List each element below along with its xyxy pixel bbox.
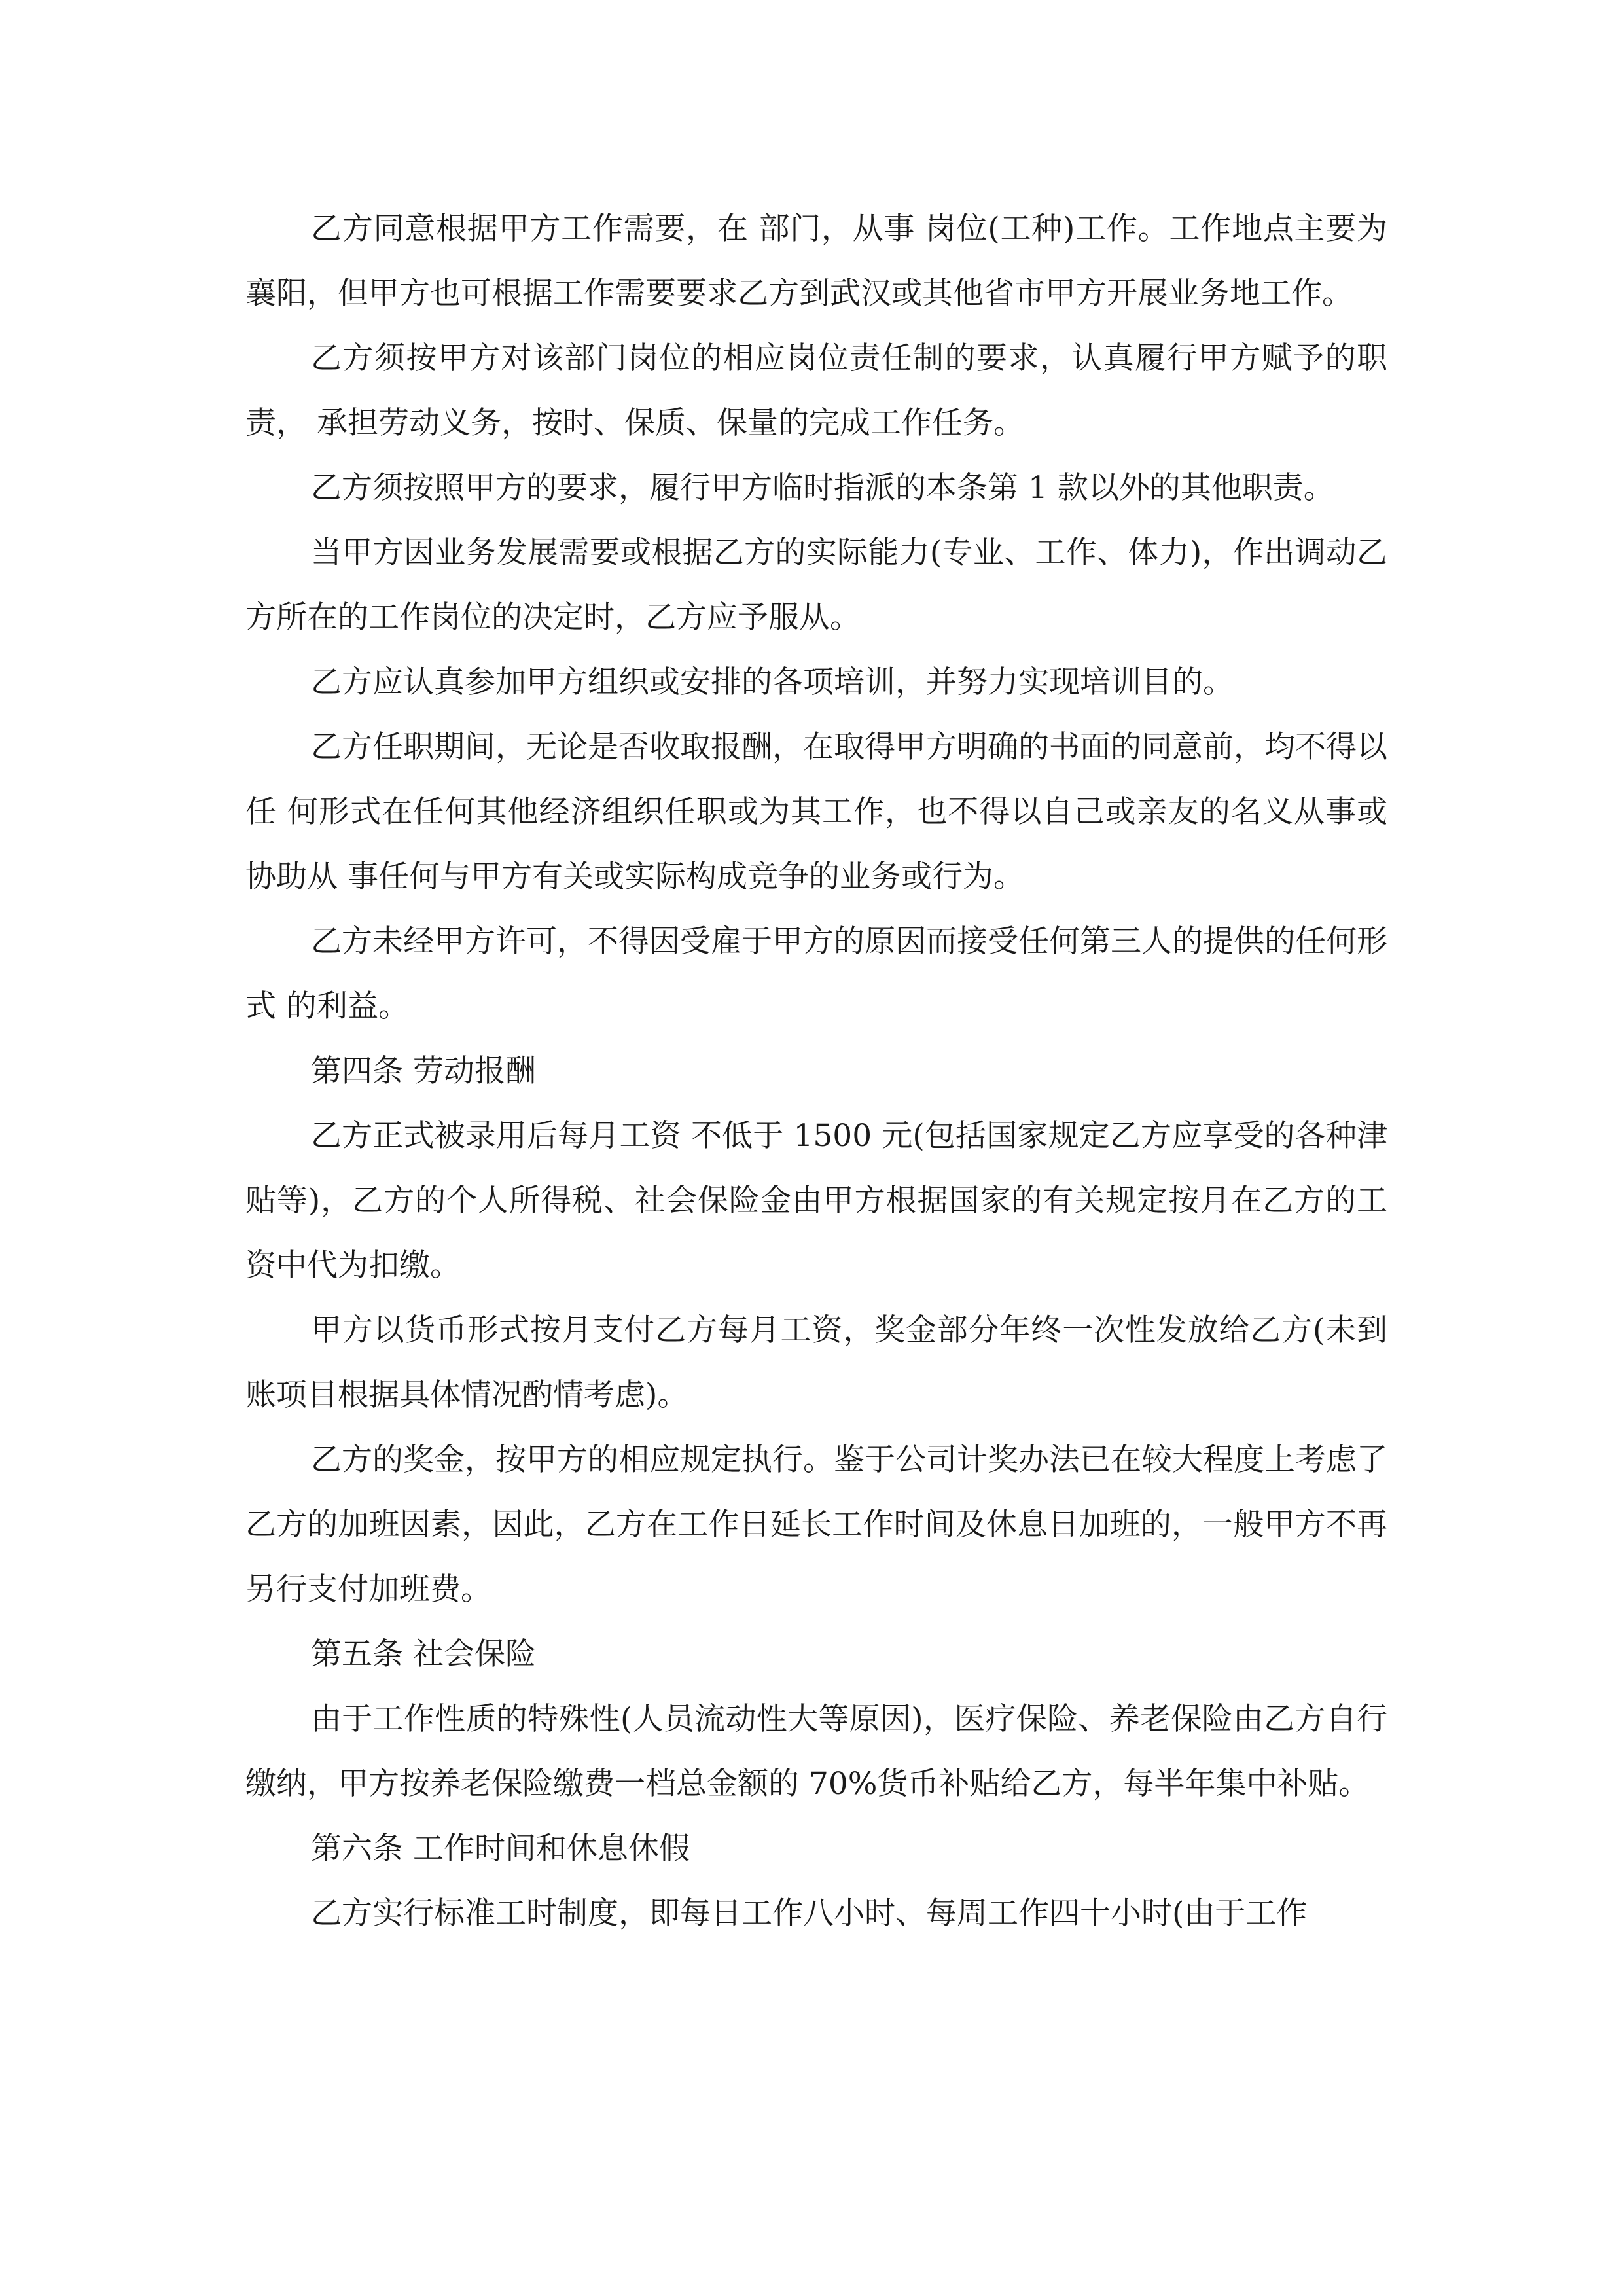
document-body xyxy=(245,196,1387,1946)
paragraph-temporary-duties: 乙方须按照甲方的要求，履行甲方临时指派的本条第 1 款以外的其他职责。 xyxy=(311,470,1334,506)
article-5-heading: 第五条 社会保险 xyxy=(311,1636,536,1672)
paragraph-third-party-benefits: 乙方未经甲方许可，不得因受雇于甲方的原因而接受任何第三人的提供的任何形式 的利益。 xyxy=(245,924,1387,1024)
paragraph-job-duties: 乙方须按甲方对该部门岗位的相应岗位责任制的要求，认真履行甲方赋予的职责， 承担劳动义务，按时、保质、保量的完成工作任务。 xyxy=(245,340,1387,441)
paragraph-job-assignment: 乙方同意根据甲方工作需要，在 部门，从事 岗位(工种)工作。工作地点主要为襄阳，但甲方也可根据工作需要要求乙方到武汉或其他省市甲方开展业务地工作。 xyxy=(245,211,1387,312)
paragraph-payment-method: 甲方以货币形式按月支付乙方每月工资，奖金部分年终一次性发放给乙方(未到账项目根据具体情况酌情考虑)。 xyxy=(245,1312,1387,1413)
paragraph-monthly-salary: 乙方正式被录用后每月工资 不低于 1500 元(包括国家规定乙方应享受的各种津贴等)，乙方的个人所得税、社会保险金由甲方根据国家的有关规定按月在乙方的工资中代为扣缴。 xyxy=(245,1118,1387,1283)
paragraph-bonus: 乙方的奖金，按甲方的相应规定执行。鉴于公司计奖办法已在较大程度上考虑了 乙方的加班因素，因此，乙方在工作日延长工作时间及休息日加班的，一般甲方不再另行支付加班费。 xyxy=(245,1442,1387,1607)
paragraph-job-transfer: 当甲方因业务发展需要或根据乙方的实际能力(专业、工作、体力)，作出调动乙 方所在的工作岗位的决定时，乙方应予服从。 xyxy=(245,535,1387,636)
article-6-heading: 第六条 工作时间和休息休假 xyxy=(311,1831,690,1867)
paragraph-training: 乙方应认真参加甲方组织或安排的各项培训，并努力实现培训目的。 xyxy=(311,664,1234,700)
paragraph-working-hours: 乙方实行标准工时制度，即每日工作八小时、每周工作四十小时(由于工作 xyxy=(311,1895,1308,1931)
article-4-heading: 第四条 劳动报酬 xyxy=(311,1053,536,1089)
paragraph-social-insurance: 由于工作性质的特殊性(人员流动性大等原因)，医疗保险、养老保险由乙方自行缴纳，甲方按养老保险缴费一档总金额的 70%货币补贴给乙方，每半年集中补贴。 xyxy=(245,1701,1387,1802)
paragraph-non-compete: 乙方任职期间，无论是否收取报酬，在取得甲方明确的书面的同意前，均不得以任 何形式在任何其他经济组织任职或为其工作，也不得以自己或亲友的名义从事或协助从 事任何与甲方有关或实际构成竞争的业务或行为。 xyxy=(245,729,1387,895)
